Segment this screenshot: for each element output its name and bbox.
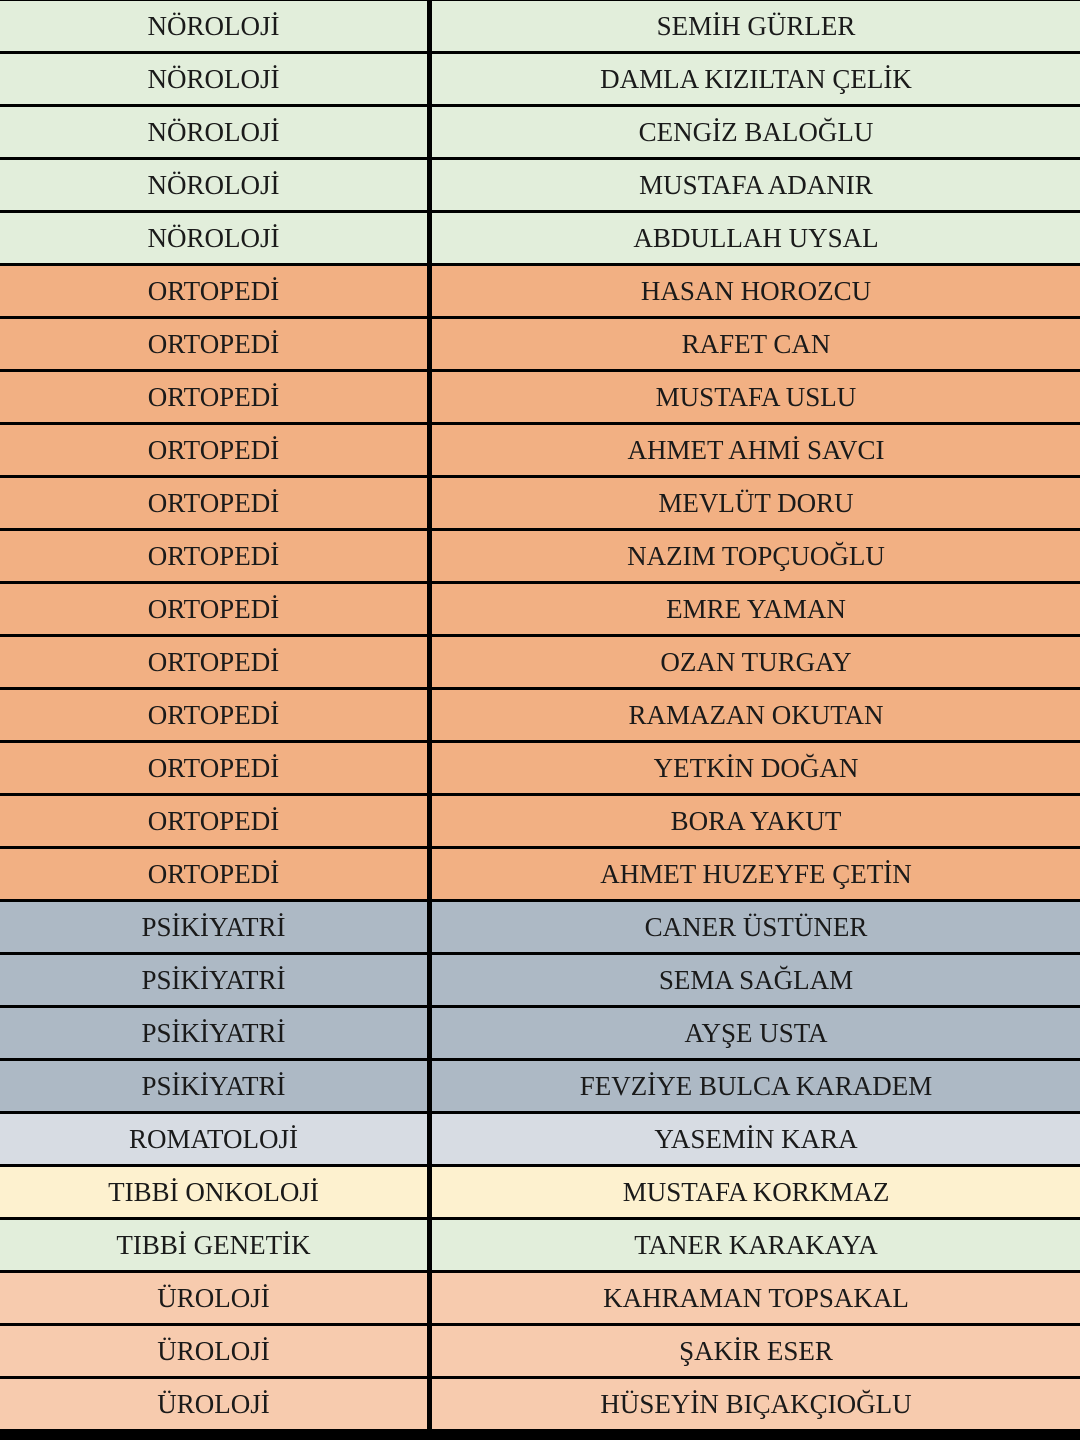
department-cell: ORTOPEDİ	[0, 319, 427, 369]
department-cell: ORTOPEDİ	[0, 531, 427, 581]
department-cell: NÖROLOJİ	[0, 160, 427, 210]
table-row	[0, 213, 1080, 263]
department-cell: ORTOPEDİ	[0, 266, 427, 316]
doctor-name-cell: RAMAZAN OKUTAN	[432, 690, 1080, 740]
table-row	[0, 796, 1080, 846]
department-cell: ORTOPEDİ	[0, 584, 427, 634]
table-row	[0, 1220, 1080, 1270]
department-cell: ORTOPEDİ	[0, 849, 427, 899]
doctor-name-cell: FEVZİYE BULCA KARADEM	[432, 1061, 1080, 1111]
doctor-name-cell: EMRE YAMAN	[432, 584, 1080, 634]
doctor-name-cell: CENGİZ BALOĞLU	[432, 107, 1080, 157]
department-cell: PSİKİYATRİ	[0, 1061, 427, 1111]
table-row	[0, 584, 1080, 634]
department-cell: NÖROLOJİ	[0, 1, 427, 51]
doctor-name-cell: ABDULLAH UYSAL	[432, 213, 1080, 263]
department-cell: NÖROLOJİ	[0, 54, 427, 104]
table-row	[0, 372, 1080, 422]
table-row	[0, 1379, 1080, 1429]
department-cell: PSİKİYATRİ	[0, 902, 427, 952]
department-cell: PSİKİYATRİ	[0, 1008, 427, 1058]
department-cell: TIBBİ GENETİK	[0, 1220, 427, 1270]
department-cell: ÜROLOJİ	[0, 1273, 427, 1323]
doctor-name-cell: SEMİH GÜRLER	[432, 1, 1080, 51]
doctor-name-cell: NAZIM TOPÇUOĞLU	[432, 531, 1080, 581]
doctor-name-cell: ŞAKİR ESER	[432, 1326, 1080, 1376]
department-cell: TIBBİ ONKOLOJİ	[0, 1167, 427, 1217]
table-row	[0, 160, 1080, 210]
doctor-name-cell: HASAN HOROZCU	[432, 266, 1080, 316]
doctor-name-cell: HÜSEYİN BIÇAKÇIOĞLU	[432, 1379, 1080, 1429]
department-cell: ORTOPEDİ	[0, 637, 427, 687]
doctor-name-cell: CANER ÜSTÜNER	[432, 902, 1080, 952]
department-cell: ORTOPEDİ	[0, 372, 427, 422]
table-row	[0, 425, 1080, 475]
department-cell: NÖROLOJİ	[0, 213, 427, 263]
doctor-name-cell: AYŞE USTA	[432, 1008, 1080, 1058]
department-cell: ROMATOLOJİ	[0, 1114, 427, 1164]
doctor-name-cell: DAMLA KIZILTAN ÇELİK	[432, 54, 1080, 104]
doctor-name-cell: TANER KARAKAYA	[432, 1220, 1080, 1270]
department-cell: ÜROLOJİ	[0, 1326, 427, 1376]
doctor-name-cell: MUSTAFA ADANIR	[432, 160, 1080, 210]
table-row	[0, 531, 1080, 581]
department-cell: ORTOPEDİ	[0, 690, 427, 740]
table-row	[0, 955, 1080, 1005]
doctor-name-cell: OZAN TURGAY	[432, 637, 1080, 687]
doctor-name-cell: MUSTAFA KORKMAZ	[432, 1167, 1080, 1217]
department-cell: ORTOPEDİ	[0, 743, 427, 793]
table-row	[0, 1, 1080, 51]
department-cell: NÖROLOJİ	[0, 107, 427, 157]
doctor-name-cell: MEVLÜT DORU	[432, 478, 1080, 528]
doctor-name-cell: AHMET HUZEYFE ÇETİN	[432, 849, 1080, 899]
department-cell: ÜROLOJİ	[0, 1379, 427, 1429]
department-cell: PSİKİYATRİ	[0, 955, 427, 1005]
doctor-name-cell: MUSTAFA USLU	[432, 372, 1080, 422]
table-row	[0, 107, 1080, 157]
table-row	[0, 266, 1080, 316]
table-row	[0, 54, 1080, 104]
table-row	[0, 1008, 1080, 1058]
table-row	[0, 1167, 1080, 1217]
doctor-name-cell: YETKİN DOĞAN	[432, 743, 1080, 793]
table-row	[0, 743, 1080, 793]
doctor-name-cell: AHMET AHMİ SAVCI	[432, 425, 1080, 475]
department-cell: ORTOPEDİ	[0, 425, 427, 475]
doctor-name-cell: SEMA SAĞLAM	[432, 955, 1080, 1005]
table-row	[0, 849, 1080, 899]
table-row	[0, 637, 1080, 687]
doctor-name-cell: KAHRAMAN TOPSAKAL	[432, 1273, 1080, 1323]
table-row	[0, 902, 1080, 952]
department-cell: ORTOPEDİ	[0, 796, 427, 846]
doctor-name-cell: YASEMİN KARA	[432, 1114, 1080, 1164]
table-row	[0, 1326, 1080, 1376]
table-row	[0, 1273, 1080, 1323]
doctor-name-cell: RAFET CAN	[432, 319, 1080, 369]
table-row	[0, 1061, 1080, 1111]
table-row	[0, 319, 1080, 369]
department-cell: ORTOPEDİ	[0, 478, 427, 528]
table-row	[0, 690, 1080, 740]
table-row	[0, 478, 1080, 528]
doctor-name-cell: BORA YAKUT	[432, 796, 1080, 846]
table-row	[0, 1114, 1080, 1164]
